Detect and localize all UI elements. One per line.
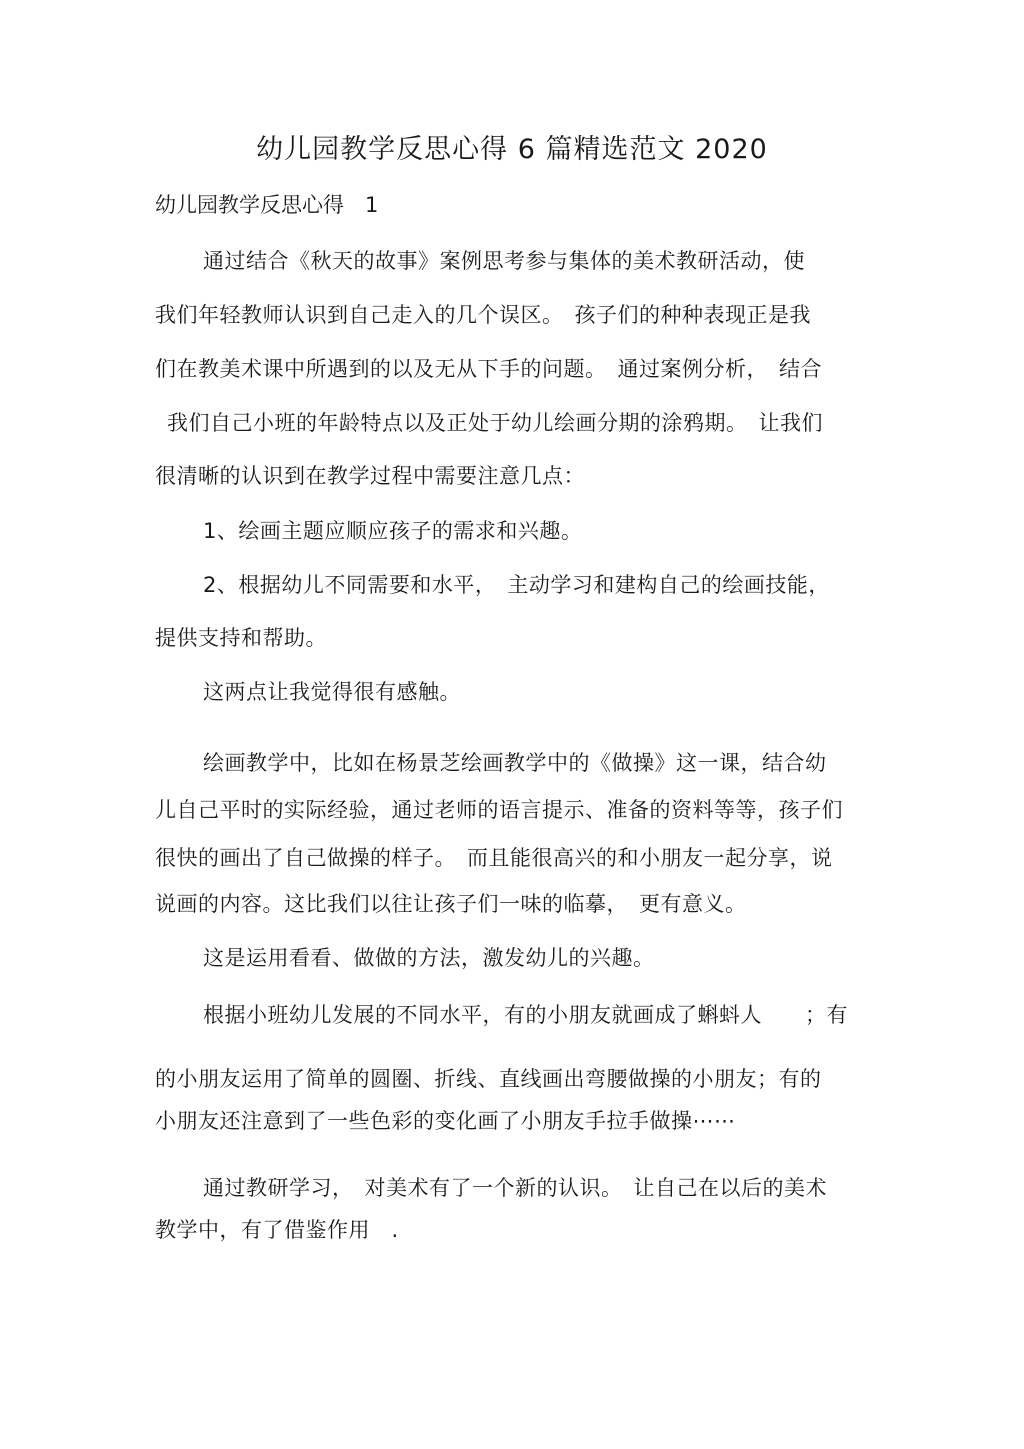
paragraph-line: 通过结合《秋天的故事》案例思考参与集体的美术教研活动，使 [203, 249, 805, 273]
paragraph-line: 1、绘画主题应顺应孩子的需求和兴趣。 [203, 519, 583, 543]
paragraph-line: 小朋友还注意到了一些色彩的变化画了小朋友手拉手做操⋯⋯ [155, 1109, 736, 1133]
paragraph-line: 我们年轻教师认识到自己走入的几个误区。 孩子们的种种表现正是我 [155, 303, 811, 327]
paragraph-line: 通过教研学习， 对美术有了一个新的认识。 让自己在以后的美术 [203, 1176, 827, 1200]
paragraph-line: 儿自己平时的实际经验，通过老师的语言提示、准备的资料等等，孩子们 [155, 798, 843, 822]
paragraph-line: 这是运用看看、做做的方法，激发幼儿的兴趣。 [203, 946, 655, 970]
paragraph-line: 提供支持和帮助。 [155, 626, 327, 650]
paragraph-line: 根据小班幼儿发展的不同水平，有的小朋友就画成了蝌蚪人 ；有 [203, 1003, 848, 1027]
paragraph-line: 们在教美术课中所遇到的以及无从下手的问题。 通过案例分析， 结合 [155, 357, 822, 381]
paragraph-line: 绘画教学中，比如在杨景芝绘画教学中的《做操》这一课，结合幼 [203, 751, 827, 775]
paragraph-line: 教学中，有了借鉴作用 . [155, 1218, 399, 1242]
paragraph-line: 很快的画出了自己做操的样子。 而且能很高兴的和小朋友一起分享，说 [155, 846, 833, 870]
document-title: 幼儿园教学反思心得 6 篇精选范文 2020 [256, 134, 768, 165]
paragraph-line: 的小朋友运用了简单的圆圈、折线、直线画出弯腰做操的小朋友；有的 [155, 1067, 822, 1091]
section-heading: 幼儿园教学反思心得 1 [155, 193, 379, 217]
paragraph-line: 这两点让我觉得很有感触。 [203, 680, 461, 704]
paragraph-line: 说画的内容。这比我们以往让孩子们一味的临摹， 更有意义。 [155, 892, 747, 916]
paragraph-line: 2、根据幼儿不同需要和水平， 主动学习和建构自己的绘画技能， [203, 573, 830, 597]
paragraph-line: 很清晰的认识到在教学过程中需要注意几点： [155, 464, 585, 488]
paragraph-line: 我们自己小班的年龄特点以及正处于幼儿绘画分期的涂鸦期。 让我们 [167, 411, 823, 435]
